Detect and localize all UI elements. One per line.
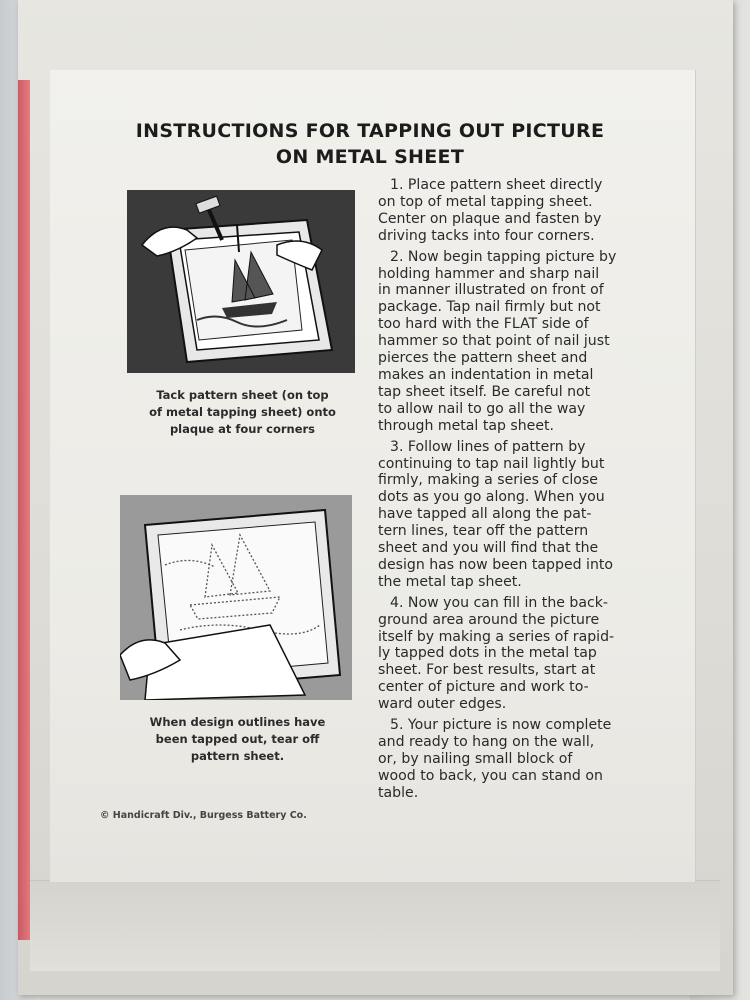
step-line: 3. Follow lines of pattern by bbox=[390, 438, 586, 455]
copyright-notice: © Handicraft Div., Burgess Battery Co. bbox=[100, 810, 307, 821]
step-line: to allow nail to go all the way bbox=[378, 400, 586, 417]
step-line: tern lines, tear off the pattern bbox=[378, 523, 589, 540]
step-line: continuing to tap nail lightly but bbox=[378, 455, 605, 472]
step-line: through metal tap sheet. bbox=[378, 417, 555, 434]
envelope-bottom-fold bbox=[30, 880, 720, 971]
step-line: design has now been tapped into bbox=[378, 556, 614, 573]
caption-line: of metal tapping sheet) onto bbox=[149, 405, 336, 419]
hammer-nail-plaque-illustration bbox=[127, 190, 355, 373]
step-3 bbox=[378, 439, 654, 591]
step-line: sheet and you will find that the bbox=[378, 540, 599, 557]
step-4 bbox=[378, 595, 654, 713]
step-line: in manner illustrated on front of bbox=[378, 282, 604, 299]
step-1 bbox=[378, 177, 654, 245]
step-line: itself by making a series of rapid- bbox=[378, 628, 615, 645]
step-line: wood to back, you can stand on bbox=[378, 767, 603, 784]
step-line: Center on plaque and fasten by bbox=[378, 210, 602, 227]
step-line: holding hammer and sharp nail bbox=[378, 265, 600, 282]
step-line: ly tapped dots in the metal tap bbox=[378, 645, 597, 662]
caption-line: been tapped out, tear off bbox=[155, 732, 320, 746]
step-line: 5. Your picture is now complete bbox=[390, 717, 612, 734]
step-line: pierces the pattern sheet and bbox=[378, 350, 588, 367]
title-line: ON METAL SHEET bbox=[275, 146, 465, 168]
figure-caption bbox=[115, 714, 360, 765]
step-line: driving tacks into four corners. bbox=[378, 227, 595, 244]
tear-off-pattern-illustration bbox=[120, 495, 352, 700]
step-line: sheet. For best results, start at bbox=[378, 662, 596, 679]
caption-line: When design outlines have bbox=[149, 715, 326, 729]
instruction-steps bbox=[378, 177, 654, 806]
step-line: table. bbox=[378, 784, 419, 801]
step-line: dots as you go along. When you bbox=[378, 489, 605, 506]
step-line: tap sheet itself. Be careful not bbox=[378, 383, 591, 400]
step-2 bbox=[378, 249, 654, 435]
step-line: makes an indentation in metal bbox=[378, 366, 594, 383]
title-line: INSTRUCTIONS FOR TAPPING OUT PICTURE bbox=[135, 120, 605, 142]
step-line: have tapped all along the pat- bbox=[378, 506, 592, 523]
step-line: package. Tap nail firmly but not bbox=[378, 299, 601, 316]
step-line: 4. Now you can fill in the back- bbox=[390, 594, 608, 611]
red-edge-strip bbox=[18, 80, 30, 940]
caption-line: Tack pattern sheet (on top bbox=[156, 388, 329, 402]
step-line: ground area around the picture bbox=[378, 611, 600, 628]
caption-line: plaque at four corners bbox=[169, 422, 316, 436]
caption-line: pattern sheet. bbox=[190, 749, 285, 763]
step-line: too hard with the FLAT side of bbox=[378, 316, 589, 333]
step-line: and ready to hang on the wall, bbox=[378, 734, 595, 750]
step-line: 1. Place pattern sheet directly bbox=[390, 177, 603, 193]
step-line: 2. Now begin tapping picture by bbox=[390, 248, 617, 265]
page-title bbox=[95, 118, 645, 170]
step-line: center of picture and work to- bbox=[378, 679, 589, 696]
step-line: firmly, making a series of close bbox=[378, 472, 598, 489]
step-5 bbox=[378, 717, 654, 802]
figure-caption bbox=[120, 387, 365, 438]
step-line: on top of metal tapping sheet. bbox=[378, 193, 593, 210]
step-line: hammer so that point of nail just bbox=[378, 333, 610, 350]
step-line: ward outer edges. bbox=[378, 696, 507, 713]
step-line: or, by nailing small block of bbox=[378, 750, 573, 767]
step-line: the metal tap sheet. bbox=[378, 573, 522, 590]
